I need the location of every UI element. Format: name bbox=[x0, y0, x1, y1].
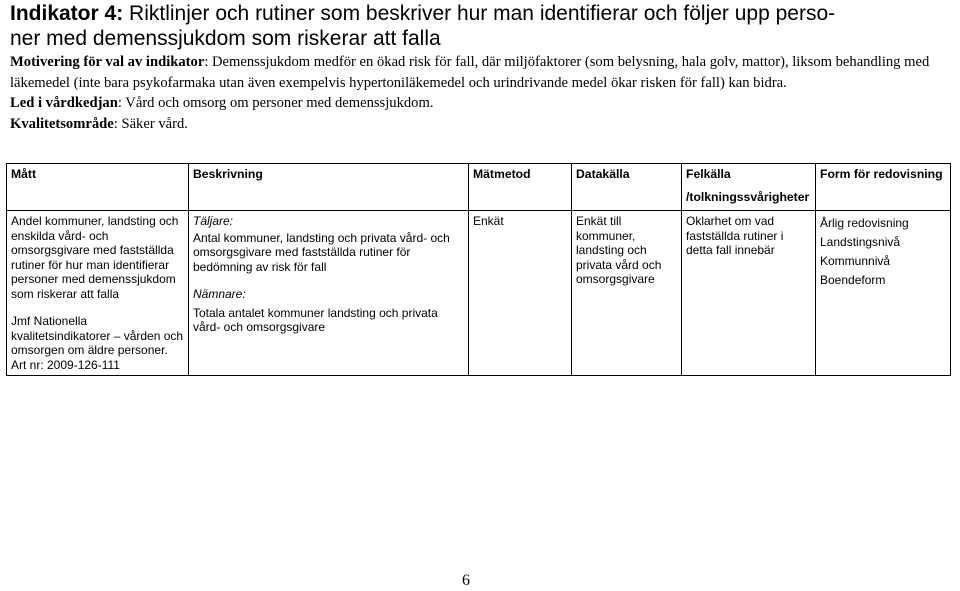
quality-area-text: : Säker vård. bbox=[113, 115, 188, 132]
quality-area-label: Kvalitetsområde bbox=[10, 115, 114, 132]
header-form: Form för redovisning bbox=[816, 164, 951, 211]
page-title bbox=[10, 1, 950, 51]
header-felkalla bbox=[682, 164, 816, 211]
table-row bbox=[7, 211, 951, 376]
quality-area-paragraph bbox=[10, 114, 950, 135]
cell-beskrivning bbox=[189, 211, 469, 376]
table-header-row bbox=[7, 164, 951, 211]
namnare-label: Nämnare: bbox=[193, 287, 246, 301]
taljare-text: Antal kommuner, landsting och privata vård- och omsorgsgivare med fastställda rutiner för bedömning av risk för fall bbox=[193, 230, 450, 274]
form-item: Kommunnivå bbox=[820, 254, 891, 268]
namnare-text: Totala antalet kommuner landsting och privata vård- och omsorgsgivare bbox=[193, 305, 438, 334]
header-felkalla-label: Felkälla bbox=[686, 167, 731, 181]
matt-description: Andel kommuner, landsting och enskilda vård- och omsorgsgivare med fastställda rutiner för hur man identifierar personer med demenssjukdom som riskerar att falla bbox=[11, 214, 179, 301]
header-beskrivning: Beskrivning bbox=[189, 164, 469, 211]
cell-form bbox=[816, 211, 951, 376]
intro-section bbox=[10, 52, 950, 134]
cell-datakalla: Enkät till kommuner, landsting och privata vård och omsorgsgivare bbox=[572, 211, 682, 376]
indicator-table bbox=[6, 163, 951, 376]
title-line-2: ner med demenssjukdom som riskerar att falla bbox=[10, 27, 441, 50]
cell-matmetod: Enkät bbox=[469, 211, 572, 376]
title-label: Indikator 4: bbox=[10, 2, 124, 25]
care-chain-label: Led i vårdkedjan bbox=[10, 95, 118, 111]
form-item: Landstingsnivå bbox=[820, 235, 901, 249]
cell-felkalla: Oklarhet om vad fastställda rutiner i detta fall innebär bbox=[682, 211, 816, 376]
care-chain-text: : Vård och omsorg om personer med demenssjukdom. bbox=[117, 95, 434, 111]
motivation-label: Motivering för val av indikator bbox=[10, 54, 205, 70]
form-item: Boendeform bbox=[820, 273, 886, 287]
matt-reference: Jmf Nationella kvalitetsindikatorer – vården och omsorgen om äldre personer. Art nr: 2009-126-111 bbox=[11, 314, 184, 372]
form-item: Årlig redovisning bbox=[820, 216, 909, 230]
page-number: 6 bbox=[462, 572, 470, 589]
header-matmetod: Mätmetod bbox=[469, 164, 572, 211]
motivation-text: : Demenssjukdom medför en ökad risk för fall, där miljöfaktorer (som belysning, hala golv, mattor), liksom behandling med läkemedel (inte bara psykofarmaka utan även exempelvis hypertoniläkemedel och urindrivande medel ökar risken för fall) kan bidra. bbox=[10, 54, 930, 91]
header-matt: Mått bbox=[7, 164, 189, 211]
header-felkalla-sub: /tolkningssvårigheter bbox=[686, 190, 810, 204]
care-chain-paragraph bbox=[10, 93, 950, 114]
title-line-1: Riktlinjer och rutiner som beskriver hur man identifierar och följer upp perso- bbox=[123, 2, 836, 25]
taljare-label: Täljare: bbox=[193, 214, 234, 228]
header-datakalla: Datakälla bbox=[572, 164, 682, 211]
motivation-paragraph bbox=[10, 52, 950, 93]
cell-matt bbox=[7, 211, 189, 376]
